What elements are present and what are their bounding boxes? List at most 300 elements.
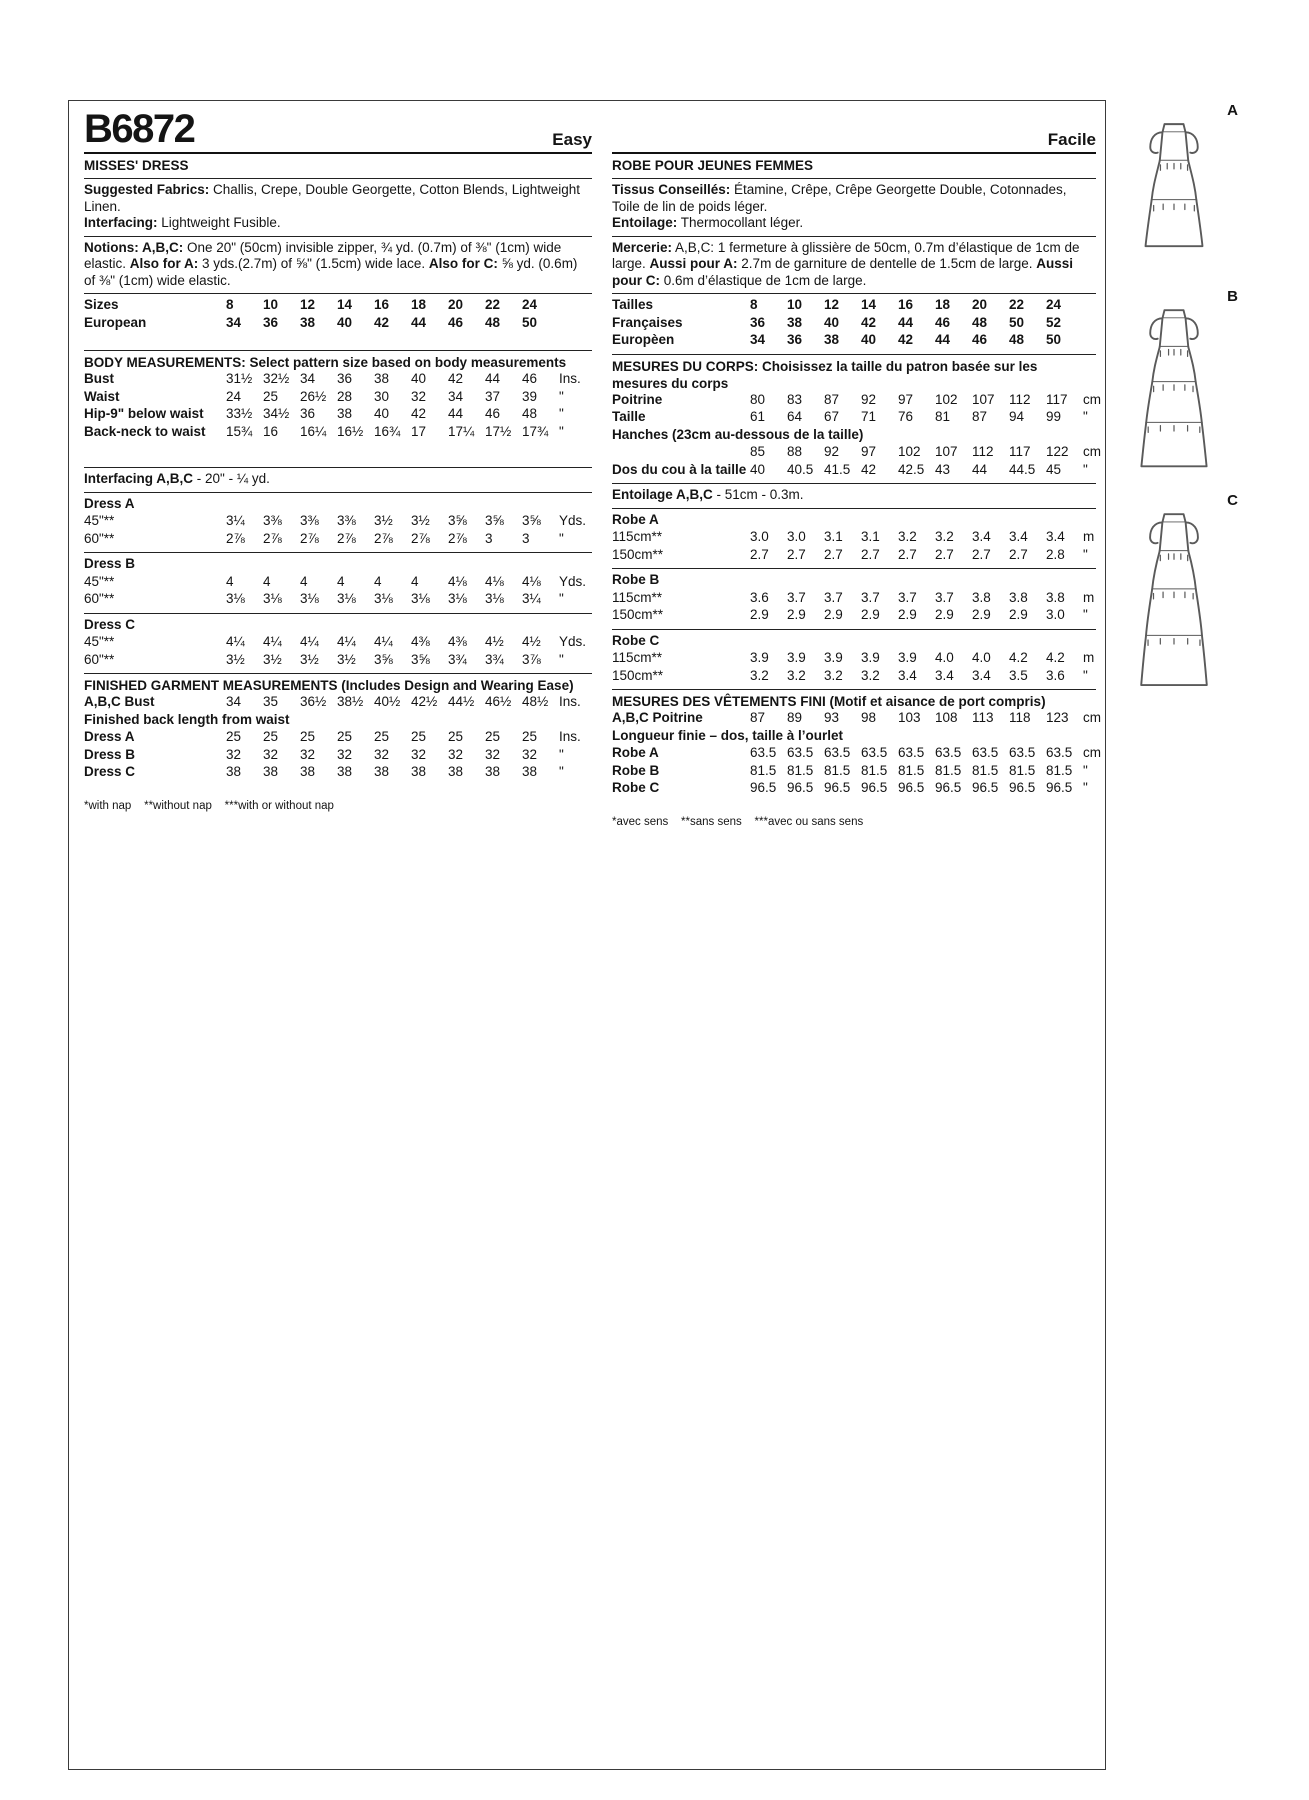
cell-value: 32 — [485, 746, 501, 762]
cell-value: 38 — [411, 764, 427, 779]
cell-value: 25 — [226, 729, 242, 744]
unit-label: cm — [1083, 391, 1101, 407]
cell-value: 38 — [448, 764, 464, 779]
cell-value: 96.5 — [861, 780, 888, 795]
cell-value: 2.7 — [787, 546, 806, 562]
mesures-vetements-fini-header: MESURES DES VÊTEMENTS FINI (Motif et aisance de port compris) — [612, 694, 1046, 709]
cell-value: 2⅞ — [374, 530, 393, 546]
cell-value: 46 — [522, 371, 538, 386]
divider — [612, 354, 1096, 355]
cell-value: 87 — [972, 409, 988, 424]
cell-value: 44 — [411, 314, 427, 330]
cell-value: 25 — [263, 729, 279, 744]
cell-value: 3.7 — [861, 589, 880, 605]
cell-value: 4.0 — [935, 650, 954, 665]
cell-value: 18 — [935, 297, 951, 312]
cell-value: 3.7 — [898, 589, 917, 605]
dress-c-sketch — [1130, 506, 1218, 711]
mesures-du-corps-table — [612, 391, 1101, 480]
dress-view-b — [1128, 288, 1246, 490]
row-label: 115cm** — [612, 589, 663, 605]
cell-value: 67 — [824, 409, 840, 424]
row-label: Bust — [84, 371, 114, 386]
cell-value: 3.2 — [750, 667, 769, 683]
dress-view-c — [1128, 492, 1246, 720]
divider — [84, 152, 592, 154]
cell-value: 24 — [226, 388, 242, 404]
cell-value: 36½ — [300, 694, 327, 709]
mercerie-line — [612, 240, 1096, 290]
cell-value: 32 — [411, 746, 427, 762]
row-label: Europèen — [612, 332, 675, 347]
unit-label: " — [1083, 667, 1088, 683]
cell-value: 44½ — [448, 694, 475, 709]
mesures-du-corps-header: MESURES DU CORPS: Choisissez la taille du patron basée sur les mesures du corps — [612, 358, 1038, 391]
cell-value: 63.5 — [1009, 745, 1036, 760]
unit-label: " — [1083, 762, 1088, 778]
cell-value: 50 — [522, 314, 538, 330]
cell-value: 20 — [448, 297, 464, 312]
cell-value: 3.1 — [824, 529, 843, 544]
dress-view-a — [1128, 102, 1246, 284]
cell-value: 63.5 — [750, 745, 777, 760]
mercerie-lead: Mercerie: — [612, 239, 673, 255]
notions-line — [84, 240, 592, 290]
unit-label: Yds. — [559, 634, 587, 649]
cell-value: 4¼ — [337, 634, 356, 649]
cell-value: 10 — [787, 297, 803, 312]
cell-value: 38 — [337, 764, 353, 779]
spacer — [84, 441, 592, 463]
row-label: Dos du cou à la taille — [612, 461, 747, 477]
table-row — [612, 590, 1096, 608]
cell-value: 99 — [1046, 409, 1062, 424]
cell-value: 44 — [448, 406, 464, 421]
cell-value: 3½ — [226, 651, 245, 667]
view-c-label: C — [1227, 492, 1238, 509]
cell-value: 36 — [750, 314, 766, 330]
french-panel — [612, 106, 1101, 830]
cell-value: 46 — [972, 332, 988, 347]
table-row — [612, 315, 1096, 333]
table-row — [612, 710, 1101, 728]
cell-value: 3⅜ — [263, 513, 282, 528]
cell-value: 48 — [485, 314, 501, 330]
aussi-pour-c-lead: Aussi pour C: — [612, 256, 1073, 288]
cell-value: 3⅝ — [448, 513, 467, 528]
aussi-pour-a-text: 2.7m de garniture de dentelle de 1.5cm de large. — [737, 256, 1037, 271]
cell-value: 3.7 — [935, 589, 954, 605]
cell-value: 4½ — [485, 634, 504, 649]
cell-value: 107 — [935, 444, 958, 459]
cell-value: 3.2 — [898, 529, 917, 544]
dress-view-sketches — [1128, 0, 1248, 800]
cell-value: 3 — [522, 530, 530, 546]
cell-value: 88 — [787, 444, 803, 459]
table-row — [84, 424, 592, 442]
cell-value: 46 — [935, 314, 951, 330]
table-subheading: Longueur finie – dos, taille à l’ourlet — [612, 727, 844, 743]
cell-value: 89 — [787, 710, 803, 725]
cell-value: 2⅞ — [300, 530, 319, 546]
cell-value: 2.9 — [935, 607, 954, 622]
unit-label: " — [559, 406, 564, 421]
unit-label: " — [559, 423, 564, 439]
cell-value: 96.5 — [787, 780, 814, 795]
interfacing-lead: Interfacing: — [84, 215, 158, 230]
unit-label: " — [559, 764, 564, 779]
cell-value: 38 — [337, 406, 353, 421]
cell-value: 48 — [972, 314, 988, 330]
cell-value: 98 — [861, 710, 877, 725]
row-label: 60"** — [84, 530, 115, 546]
cell-value: 44 — [898, 314, 914, 330]
cell-value: 2.7 — [1009, 546, 1028, 562]
table-row — [612, 332, 1096, 350]
row-label: A,B,C Poitrine — [612, 710, 703, 725]
cell-value: 122 — [1046, 444, 1069, 459]
cell-value: 117 — [1009, 444, 1031, 459]
unit-label: " — [559, 591, 564, 606]
cell-value: 32½ — [263, 371, 290, 386]
cell-value: 3.0 — [787, 529, 806, 544]
row-label: Robe A — [612, 745, 659, 760]
cell-value: 2.9 — [972, 607, 991, 622]
entoilage-abc-line — [612, 487, 1096, 504]
table-row — [612, 462, 1096, 480]
unit-label: " — [559, 388, 564, 404]
cell-value: 40½ — [374, 694, 401, 709]
row-label: 115cm** — [612, 650, 663, 665]
cell-value: 40 — [337, 314, 353, 330]
cell-value: 3.4 — [935, 667, 954, 683]
cell-value: 38 — [485, 764, 501, 779]
table-subheading: Dress C — [84, 616, 136, 632]
nap-footnote: *with nap **without nap ***with or without nap — [84, 799, 334, 812]
cell-value: 3.6 — [1046, 667, 1065, 683]
cell-value: 96.5 — [898, 780, 925, 795]
cell-value: 48 — [522, 406, 538, 421]
cell-value: 3½ — [411, 513, 430, 528]
cell-value: 108 — [935, 710, 958, 725]
cell-value: 4 — [226, 573, 234, 589]
divider — [612, 508, 1096, 509]
tissus-text: Étamine, Crêpe, Crêpe Georgette Double, Cotonnades, Toile de lin de poids léger. — [612, 182, 1067, 214]
robe-b-metrage-table — [612, 572, 1096, 625]
cell-value: 96.5 — [972, 780, 999, 795]
cell-value: 42.5 — [898, 461, 925, 477]
cell-value: 96.5 — [935, 780, 962, 795]
english-panel — [84, 106, 592, 814]
row-label: 115cm** — [612, 529, 663, 544]
cell-value: 3⅝ — [374, 651, 393, 667]
unit-label: cm — [1083, 710, 1101, 725]
cell-value: 63.5 — [787, 745, 814, 760]
cell-value: 8 — [750, 297, 758, 312]
divider — [84, 552, 592, 553]
table-row — [612, 607, 1096, 625]
table-row — [84, 574, 592, 592]
finished-garment-header: FINISHED GARMENT MEASUREMENTS (Includes Design and Wearing Ease) — [84, 678, 574, 693]
cell-value: 4¼ — [263, 634, 282, 649]
cell-value: 46 — [485, 406, 501, 421]
cell-value: 112 — [1009, 391, 1031, 407]
cell-value: 107 — [972, 391, 995, 407]
unit-label: m — [1083, 529, 1095, 544]
cell-value: 52 — [1046, 314, 1062, 330]
cell-value: 25 — [522, 729, 538, 744]
cell-value: 46 — [448, 314, 464, 330]
cell-value: 4 — [300, 573, 308, 589]
also-for-a-text: 3 yds.(2.7m) of ⅝" (1.5cm) wide lace. — [198, 256, 429, 271]
cell-value: 4 — [374, 573, 382, 589]
also-for-c-text: ⅝ yd. (0.6m) of ⅜" (1cm) wide elastic. — [84, 256, 578, 288]
cell-value: 30 — [374, 388, 390, 404]
cell-value: 40 — [750, 461, 766, 477]
cell-value: 32 — [448, 746, 464, 762]
cell-value: 44 — [972, 461, 988, 477]
divider — [612, 568, 1096, 569]
cell-value: 42 — [374, 314, 390, 330]
table-row — [84, 513, 592, 531]
unit-label: " — [1083, 546, 1088, 562]
cell-value: 16 — [263, 423, 279, 439]
cell-value: 16 — [898, 297, 914, 312]
cell-value: 4⅛ — [522, 573, 541, 589]
unit-label: " — [1083, 607, 1088, 622]
cell-value: 40.5 — [787, 461, 814, 477]
row-label: Poitrine — [612, 391, 663, 407]
sens-footnote: *avec sens **sans sens ***avec ou sans sens — [612, 815, 864, 828]
title-row — [84, 106, 592, 151]
row-label: Robe C — [612, 780, 660, 795]
cell-value: 38 — [824, 332, 840, 347]
cell-value: 17¾ — [522, 423, 549, 439]
cell-value: 96.5 — [1009, 780, 1036, 795]
dress-b-sketch — [1130, 302, 1218, 484]
row-label: 45"** — [84, 634, 115, 649]
cell-value: 38 — [374, 764, 390, 779]
row-label: Dress C — [84, 764, 136, 779]
notions-lead: Notions: A,B,C: — [84, 239, 184, 255]
cell-value: 36 — [787, 332, 803, 347]
cell-value: 40 — [411, 371, 427, 386]
fabrics-text: Challis, Crepe, Double Georgette, Cotton Blends, Lightweight Linen. — [84, 182, 580, 214]
cell-value: 112 — [972, 444, 994, 459]
cell-value: 4 — [337, 573, 345, 589]
unit-label: Yds. — [559, 573, 587, 589]
body-measurements-header: BODY MEASUREMENTS: Select pattern size based on body measurements — [84, 355, 567, 370]
cell-value: 15¾ — [226, 423, 253, 439]
cell-value: 3.4 — [972, 529, 991, 544]
cell-value: 118 — [1009, 710, 1031, 725]
table-row — [84, 406, 592, 424]
cell-value: 32 — [337, 746, 353, 762]
cell-value: 3.8 — [972, 589, 991, 605]
table-subheading: Robe A — [612, 511, 659, 527]
cell-value: 4⅛ — [485, 573, 504, 589]
cell-value: 32 — [226, 746, 242, 762]
cell-value: 42 — [861, 314, 877, 330]
unit-label: Ins. — [559, 694, 581, 709]
cell-value: 80 — [750, 391, 766, 407]
cell-value: 3.9 — [750, 650, 769, 665]
cell-value: 2⅞ — [411, 530, 430, 546]
cell-value: 71 — [861, 409, 877, 424]
entoilage-abc-lead: Entoilage A,B,C — [612, 487, 713, 502]
cell-value: 25 — [485, 729, 501, 744]
unit-label: Ins. — [559, 729, 581, 744]
cell-value: 4⅜ — [411, 634, 430, 649]
cell-value: 32 — [374, 746, 390, 762]
cell-value: 2.9 — [898, 607, 917, 622]
cell-value: 87 — [824, 391, 840, 407]
cell-value: 24 — [522, 297, 538, 312]
unit-label: " — [1083, 409, 1088, 424]
cell-value: 25 — [263, 388, 279, 404]
cell-value: 4¼ — [300, 634, 319, 649]
cell-value: 17½ — [485, 423, 512, 439]
cell-value: 3.4 — [898, 667, 917, 683]
cell-value: 39 — [522, 388, 538, 404]
cell-value: 25 — [448, 729, 464, 744]
cell-value: 14 — [861, 297, 877, 312]
cell-value: 2.7 — [861, 546, 880, 562]
cell-value: 18 — [411, 297, 427, 312]
cell-value: 25 — [300, 729, 316, 744]
cell-value: 2⅞ — [337, 530, 356, 546]
cell-value: 42 — [411, 406, 427, 421]
cell-value: 3.8 — [1046, 589, 1065, 605]
cell-value: 32 — [263, 746, 279, 762]
row-label: 150cm** — [612, 667, 664, 683]
cell-value: 32 — [522, 746, 538, 762]
cell-value: 3⅛ — [374, 591, 393, 606]
cell-value: 44 — [485, 371, 501, 386]
cell-value: 48 — [1009, 332, 1025, 347]
interfacing-text: Lightweight Fusible. — [157, 215, 281, 230]
mercerie-text: A,B,C: 1 fermeture à glissière de 50cm, 0.7m d’élastique de 1cm de large. — [612, 239, 1080, 271]
cell-value: 2⅞ — [263, 530, 282, 546]
pattern-number: B6872 — [84, 107, 195, 151]
cell-value: 64 — [787, 409, 803, 424]
cell-value: 2.9 — [1009, 607, 1028, 622]
cell-value: 4⅜ — [448, 634, 467, 649]
cell-value: 34 — [226, 694, 242, 709]
difficulty-label: Easy — [552, 129, 592, 149]
cell-value: 22 — [485, 297, 501, 312]
cell-value: 4.2 — [1046, 650, 1065, 665]
cell-value: 81.5 — [861, 762, 888, 778]
cell-value: 36 — [263, 314, 279, 330]
garment-title-fr: ROBE POUR JEUNES FEMMES — [612, 158, 814, 173]
cell-value: 3⅛ — [448, 591, 467, 606]
cell-value: 3.2 — [824, 667, 843, 683]
cell-value: 38 — [300, 314, 316, 330]
cell-value: 87 — [750, 710, 766, 725]
cell-value: 81.5 — [935, 762, 962, 778]
cell-value: 33½ — [226, 406, 253, 421]
cell-value: 14 — [337, 297, 353, 312]
cell-value: 63.5 — [935, 745, 962, 760]
cell-value: 85 — [750, 444, 766, 459]
cell-value: 3.2 — [861, 667, 880, 683]
cell-value: 44 — [935, 332, 951, 347]
cell-value: 3 — [485, 530, 493, 546]
cell-value: 2⅞ — [448, 530, 467, 546]
tissus-line — [612, 182, 1096, 232]
spacer — [84, 332, 592, 346]
cell-value: 63.5 — [972, 745, 999, 760]
cell-value: 3.5 — [1009, 667, 1028, 683]
cell-value: 50 — [1009, 314, 1025, 330]
table-subheading: Dress B — [84, 556, 136, 571]
robe-c-metrage-table — [612, 633, 1096, 686]
row-label: 45"** — [84, 573, 115, 589]
cell-value: 3.0 — [750, 529, 769, 544]
cell-value: 38 — [263, 764, 279, 779]
row-label: European — [84, 314, 147, 330]
cell-value: 2.7 — [750, 546, 769, 562]
cell-value: 4¼ — [374, 634, 393, 649]
entoilage-abc-text: - 51cm - 0.3m. — [712, 487, 804, 502]
aussi-pour-c-text: 0.6m d’élastique de 1cm de large. — [660, 272, 867, 288]
cell-value: 16¼ — [300, 423, 327, 439]
row-label: 45"** — [84, 513, 115, 528]
cell-value: 2.9 — [824, 607, 843, 622]
cell-value: 96.5 — [750, 780, 777, 795]
cell-value: 2⅞ — [226, 530, 245, 546]
row-label: 60"** — [84, 651, 115, 667]
cell-value: 50 — [1046, 332, 1062, 347]
cell-value: 4.2 — [1009, 650, 1028, 665]
cell-value: 38 — [300, 764, 316, 779]
cell-value: 3.4 — [1046, 529, 1065, 544]
cell-value: 102 — [898, 444, 921, 459]
cell-value: 3.6 — [750, 589, 769, 605]
cell-value: 46½ — [485, 694, 512, 709]
entoilage-text: Thermocollant léger. — [677, 215, 804, 230]
table-row — [612, 668, 1096, 686]
table-row — [84, 297, 592, 315]
cell-value: 34 — [750, 332, 766, 347]
cell-value: 20 — [972, 297, 988, 312]
cell-value: 28 — [337, 388, 353, 404]
interfacing-abc-lead: Interfacing A,B,C — [84, 471, 194, 486]
cell-value: 4½ — [522, 634, 541, 649]
cell-value: 4¼ — [226, 634, 245, 649]
cell-value: 31½ — [226, 371, 253, 386]
entoilage-lead: Entoilage: — [612, 215, 678, 230]
cell-value: 2.7 — [824, 546, 843, 562]
divider — [612, 629, 1096, 630]
cell-value: 36 — [337, 371, 353, 386]
tailles-table — [612, 297, 1096, 350]
divider — [612, 689, 1096, 690]
cell-value: 81.5 — [824, 762, 851, 778]
cell-value: 38 — [522, 764, 538, 779]
cell-value: 42 — [448, 371, 464, 386]
cell-value: 22 — [1009, 297, 1025, 312]
cell-value: 40 — [861, 332, 877, 347]
cell-value: 81.5 — [898, 762, 925, 778]
cell-value: 3⅛ — [411, 591, 430, 606]
table-row — [612, 391, 1101, 410]
divider — [84, 350, 592, 351]
cell-value: 3⅝ — [522, 513, 541, 528]
cell-value: 2.9 — [750, 607, 769, 622]
table-row — [84, 634, 592, 652]
